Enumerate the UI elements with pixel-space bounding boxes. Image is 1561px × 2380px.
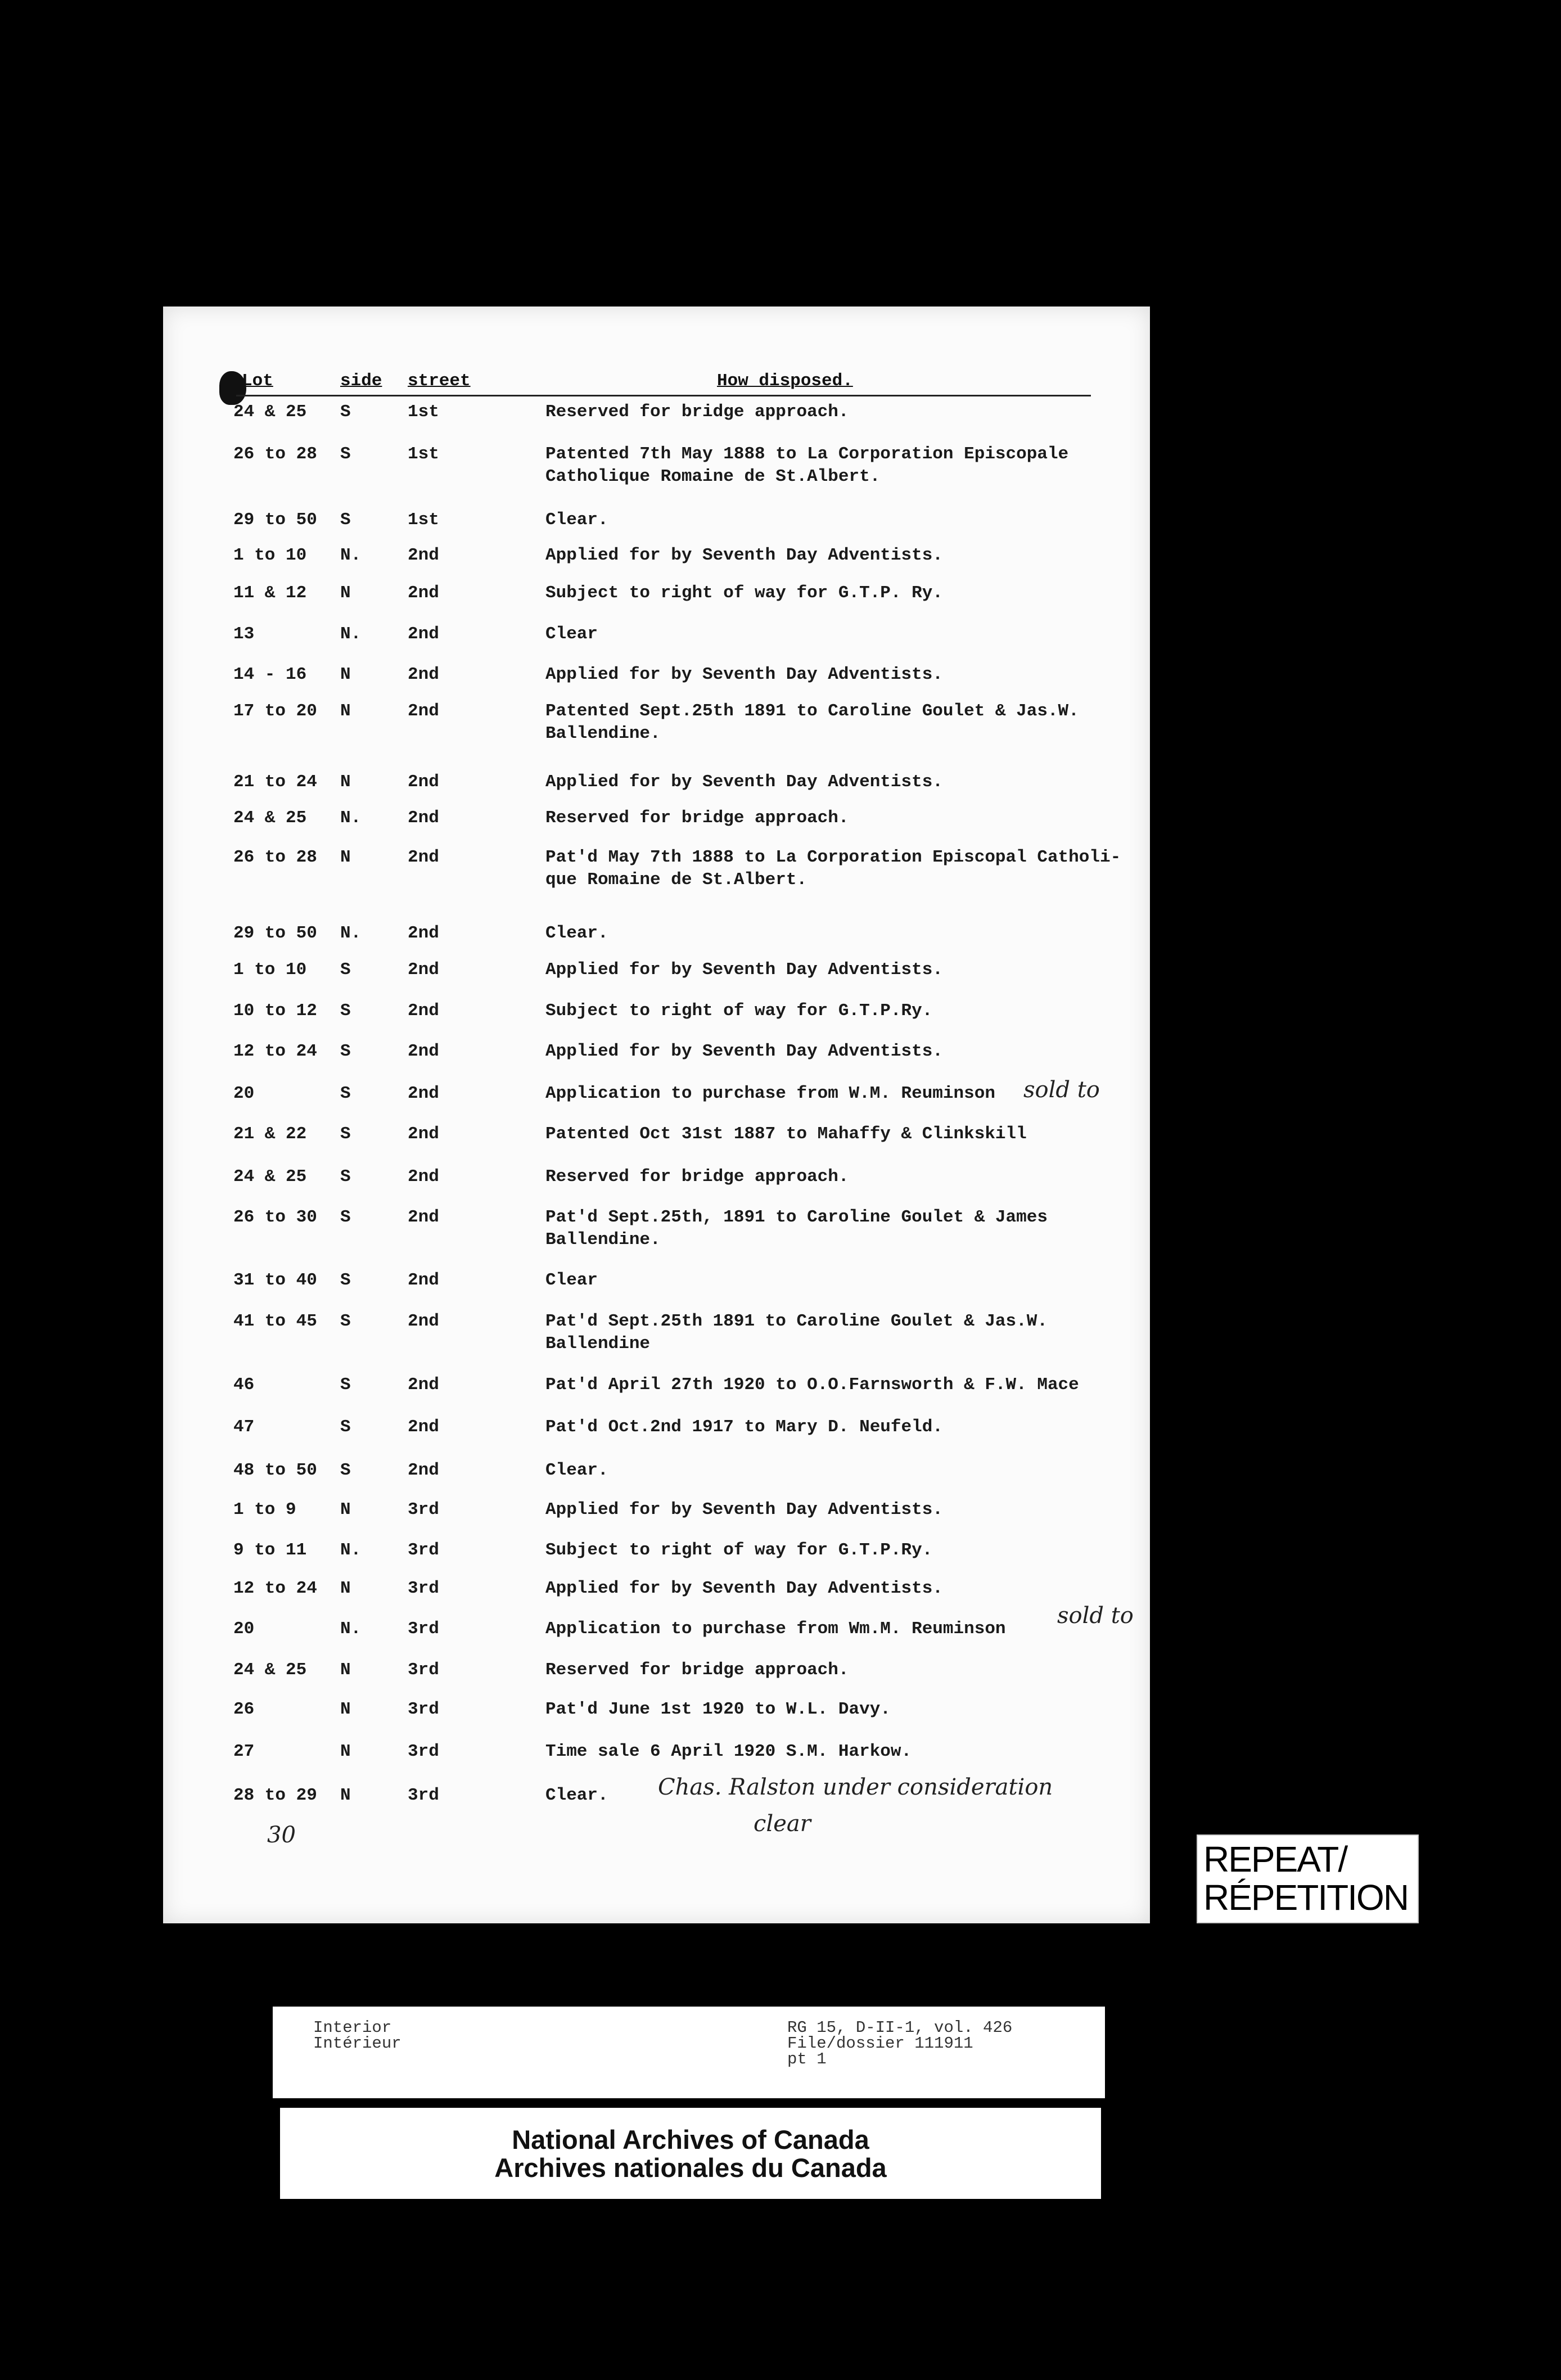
- handwritten-lot-correction: 30: [267, 1822, 296, 1848]
- lot-cell: 29 to 50: [233, 510, 317, 530]
- header-rule: [236, 395, 1091, 396]
- lot-cell: 10 to 12: [233, 1001, 317, 1021]
- street-cell: 2nd: [408, 923, 439, 943]
- side-cell: S: [340, 1124, 351, 1144]
- side-cell: N: [340, 583, 351, 603]
- disposition-cell: Subject to right of way for G.T.P.Ry.: [545, 1001, 933, 1021]
- disposition-cell: Applied for by Seventh Day Adventists.: [545, 1500, 943, 1520]
- side-cell: S: [340, 1042, 351, 1061]
- disposition-cell: Reserved for bridge approach.: [545, 1167, 849, 1187]
- side-cell: N: [340, 701, 351, 721]
- lot-cell: 26: [233, 1700, 255, 1719]
- file-number: File/dossier 111911: [787, 2034, 973, 2053]
- lot-cell: 14 - 16: [233, 665, 307, 684]
- lot-cell: 12 to 24: [233, 1042, 317, 1061]
- side-cell: S: [340, 510, 351, 530]
- header-side: side: [340, 371, 382, 391]
- handwritten-consideration-note: Chas. Ralston under consideration: [658, 1774, 1053, 1800]
- street-cell: 2nd: [408, 1417, 439, 1437]
- disposition-cell: Patented Sept.25th 1891 to Caroline Goulet & Jas.W. Ballendine.: [545, 701, 1079, 743]
- disposition-cell: Applied for by Seventh Day Adventists.: [545, 665, 943, 684]
- street-cell: 3rd: [408, 1786, 439, 1805]
- lot-cell: 11 & 12: [233, 583, 307, 603]
- street-cell: 3rd: [408, 1500, 439, 1520]
- lot-cell: 24 & 25: [233, 1660, 307, 1680]
- disposition-cell: Applied for by Seventh Day Adventists.: [545, 772, 943, 792]
- stamp-line-2: RÉPETITION: [1203, 1877, 1409, 1918]
- column-headers: [236, 363, 1091, 396]
- street-cell: 1st: [408, 402, 439, 422]
- header-lot: Lot: [242, 371, 273, 391]
- lot-cell: 24 & 25: [233, 402, 307, 422]
- street-cell: 2nd: [408, 1461, 439, 1480]
- handwritten-sold-to-1: sold to: [1023, 1077, 1100, 1103]
- lot-cell: 41 to 45: [233, 1311, 317, 1331]
- disposition-cell: Applied for by Seventh Day Adventists.: [545, 960, 943, 980]
- disposition-cell: Clear: [545, 624, 598, 644]
- lot-cell: 28 to 29: [233, 1786, 317, 1805]
- side-cell: N.: [340, 923, 362, 943]
- side-cell: S: [340, 1270, 351, 1290]
- disposition-cell: Reserved for bridge approach.: [545, 1660, 849, 1680]
- side-cell: S: [340, 1417, 351, 1437]
- street-cell: 3rd: [408, 1579, 439, 1598]
- handwritten-clear: clear: [754, 1811, 811, 1837]
- disposition-cell: Application to purchase from W.M. Reuminson: [545, 1084, 995, 1103]
- lot-cell: 21 & 22: [233, 1124, 307, 1144]
- street-cell: 1st: [408, 444, 439, 464]
- lot-cell: 9 to 11: [233, 1540, 307, 1560]
- street-cell: 2nd: [408, 1207, 439, 1227]
- department-fr: Intérieur: [313, 2034, 401, 2053]
- side-cell: N: [340, 1786, 351, 1805]
- disposition-cell: Reserved for bridge approach.: [545, 808, 849, 828]
- disposition-cell: Pat'd May 7th 1888 to La Corporation Episcopal Catholi- que Romaine de St.Albert.: [545, 848, 1121, 890]
- street-cell: 2nd: [408, 808, 439, 828]
- street-cell: 3rd: [408, 1742, 439, 1761]
- lot-cell: 1 to 10: [233, 960, 307, 980]
- side-cell: S: [340, 1375, 351, 1395]
- side-cell: N.: [340, 1540, 362, 1560]
- side-cell: S: [340, 1461, 351, 1480]
- side-cell: N: [340, 1742, 351, 1761]
- side-cell: S: [340, 1167, 351, 1187]
- lot-cell: 20: [233, 1084, 255, 1103]
- street-cell: 2nd: [408, 1124, 439, 1144]
- disposition-cell: Patented Oct 31st 1887 to Mahaffy & Clinkskill: [545, 1124, 1027, 1144]
- lot-cell: 29 to 50: [233, 923, 317, 943]
- side-cell: S: [340, 1311, 351, 1331]
- side-cell: N: [340, 848, 351, 867]
- street-cell: 2nd: [408, 1084, 439, 1103]
- street-cell: 2nd: [408, 701, 439, 721]
- disposition-cell: Pat'd Sept.25th 1891 to Caroline Goulet & Jas.W. Ballendine: [545, 1311, 1048, 1354]
- header-street: street: [408, 371, 471, 391]
- header-how-disposed: How disposed.: [717, 371, 853, 391]
- lot-cell: 1 to 10: [233, 546, 307, 565]
- disposition-cell: Time sale 6 April 1920 S.M. Harkow.: [545, 1742, 912, 1761]
- disposition-cell: Clear.: [545, 510, 608, 530]
- side-cell: N.: [340, 546, 362, 565]
- side-cell: N: [340, 665, 351, 684]
- disposition-cell: Patented 7th May 1888 to La Corporation Episcopale Catholique Romaine de St.Albert.: [545, 444, 1069, 486]
- disposition-cell: Pat'd Oct.2nd 1917 to Mary D. Neufeld.: [545, 1417, 943, 1437]
- street-cell: 3rd: [408, 1540, 439, 1560]
- lot-cell: 27: [233, 1742, 255, 1761]
- street-cell: 2nd: [408, 960, 439, 980]
- side-cell: S: [340, 444, 351, 464]
- disposition-cell: Pat'd June 1st 1920 to W.L. Davy.: [545, 1700, 891, 1719]
- disposition-cell: Applied for by Seventh Day Adventists.: [545, 1579, 943, 1598]
- street-cell: 3rd: [408, 1700, 439, 1719]
- lot-cell: 13: [233, 624, 255, 644]
- lot-cell: 24 & 25: [233, 808, 307, 828]
- lot-cell: 26 to 28: [233, 444, 317, 464]
- street-cell: 2nd: [408, 848, 439, 867]
- street-cell: 2nd: [408, 583, 439, 603]
- disposition-cell: Reserved for bridge approach.: [545, 402, 849, 422]
- disposition-cell: Subject to right of way for G.T.P. Ry.: [545, 583, 943, 603]
- street-cell: 2nd: [408, 772, 439, 792]
- side-cell: S: [340, 960, 351, 980]
- disposition-cell: Clear.: [545, 923, 608, 943]
- lot-cell: 1 to 9: [233, 1500, 296, 1520]
- disposition-cell: Clear.: [545, 1461, 608, 1480]
- side-cell: N.: [340, 1619, 362, 1639]
- lot-cell: 31 to 40: [233, 1270, 317, 1290]
- archive-name-en: National Archives of Canada: [512, 2125, 869, 2154]
- disposition-cell: Pat'd April 27th 1920 to O.O.Farnsworth & F.W. Mace: [545, 1375, 1079, 1395]
- record-group: RG 15, D-II-1, vol. 426: [787, 2018, 1013, 2037]
- lot-cell: 12 to 24: [233, 1579, 317, 1598]
- street-cell: 2nd: [408, 1042, 439, 1061]
- disposition-cell: Application to purchase from Wm.M. Reuminson: [545, 1619, 1006, 1639]
- ledger-page: [163, 306, 1150, 1923]
- disposition-cell: Clear.: [545, 1786, 608, 1805]
- street-cell: 2nd: [408, 1270, 439, 1290]
- lot-cell: 17 to 20: [233, 701, 317, 721]
- lot-cell: 21 to 24: [233, 772, 317, 792]
- archive-name-fr: Archives nationales du Canada: [494, 2153, 887, 2183]
- street-cell: 2nd: [408, 1001, 439, 1021]
- street-cell: 2nd: [408, 1167, 439, 1187]
- department-en: Interior: [313, 2018, 392, 2037]
- side-cell: N.: [340, 808, 362, 828]
- disposition-cell: Applied for by Seventh Day Adventists.: [545, 546, 943, 565]
- repeat-stamp: [1197, 1834, 1419, 1923]
- stamp-line-1: REPEAT/: [1203, 1839, 1347, 1879]
- lot-cell: 26 to 30: [233, 1207, 317, 1227]
- disposition-cell: Subject to right of way for G.T.P.Ry.: [545, 1540, 933, 1560]
- lot-cell: 24 & 25: [233, 1167, 307, 1187]
- street-cell: 3rd: [408, 1660, 439, 1680]
- side-cell: N: [340, 1700, 351, 1719]
- side-cell: S: [340, 402, 351, 422]
- street-cell: 1st: [408, 510, 439, 530]
- street-cell: 2nd: [408, 1311, 439, 1331]
- side-cell: N.: [340, 624, 362, 644]
- side-cell: N: [340, 1500, 351, 1520]
- street-cell: 2nd: [408, 1375, 439, 1395]
- side-cell: N: [340, 1660, 351, 1680]
- disposition-cell: Clear: [545, 1270, 598, 1290]
- disposition-cell: Applied for by Seventh Day Adventists.: [545, 1042, 943, 1061]
- street-cell: 3rd: [408, 1619, 439, 1639]
- street-cell: 2nd: [408, 624, 439, 644]
- archive-card: [280, 2108, 1101, 2199]
- side-cell: S: [340, 1001, 351, 1021]
- side-cell: N: [340, 772, 351, 792]
- lot-cell: 20: [233, 1619, 255, 1639]
- lot-cell: 26 to 28: [233, 848, 317, 867]
- side-cell: N: [340, 1579, 351, 1598]
- handwritten-sold-to-2: sold to: [1057, 1603, 1134, 1629]
- side-cell: S: [340, 1207, 351, 1227]
- part-number: pt 1: [787, 2050, 827, 2068]
- lot-cell: 46: [233, 1375, 255, 1395]
- disposition-cell: Pat'd Sept.25th, 1891 to Caroline Goulet & James Ballendine.: [545, 1207, 1048, 1250]
- street-cell: 2nd: [408, 665, 439, 684]
- reference-card: [273, 2007, 1105, 2098]
- lot-cell: 48 to 50: [233, 1461, 317, 1480]
- lot-cell: 47: [233, 1417, 255, 1437]
- side-cell: S: [340, 1084, 351, 1103]
- street-cell: 2nd: [408, 546, 439, 565]
